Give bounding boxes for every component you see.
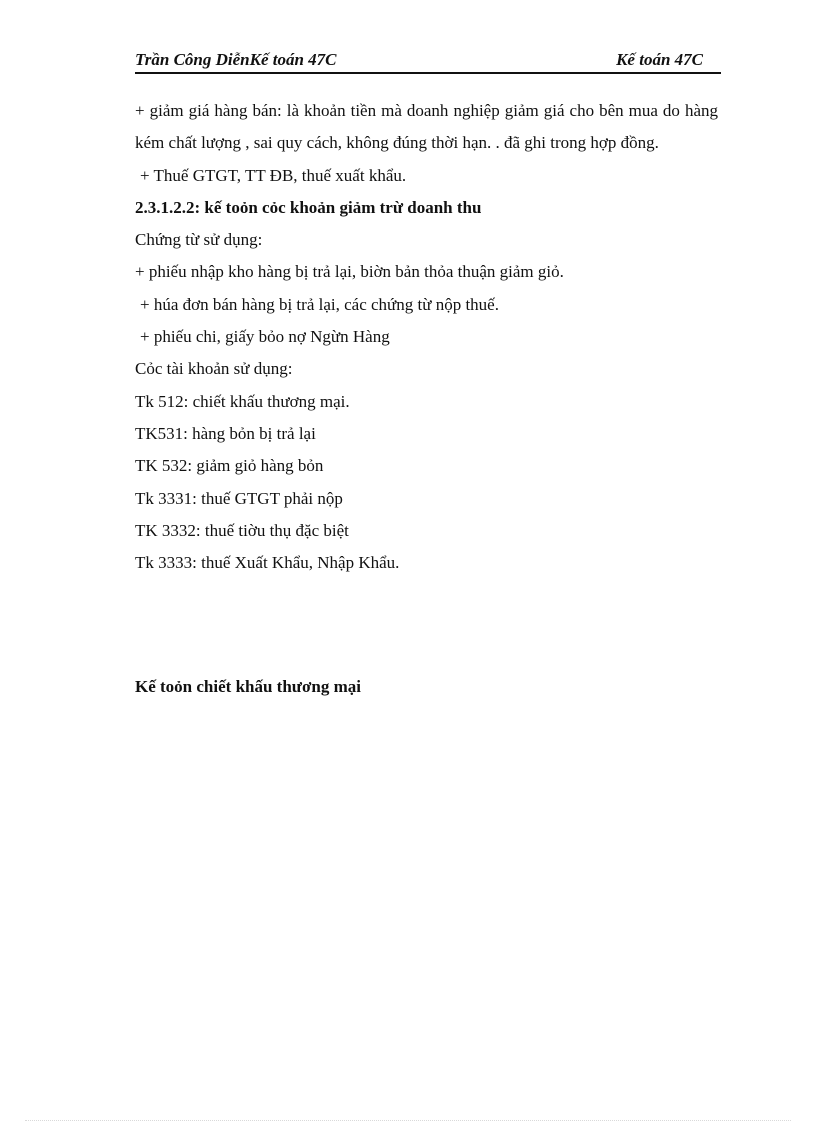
chung-tu-label: Chứng từ sử dụng: (135, 230, 263, 250)
account-item: TK 3332: thuế tiờu thụ đặc biệt (135, 520, 349, 540)
page-header (135, 48, 721, 74)
section-heading: 2.3.1.2.2: kế toỏn cỏc khoản giảm trừ doanh thu (135, 197, 482, 217)
account-item: TK531: hàng bỏn bị trả lại (135, 423, 316, 443)
chung-tu-item: + phiếu chi, giấy bỏo nợ Ngừn Hàng (140, 327, 390, 347)
line-thue: + Thuế GTGT, TT ĐB, thuế xuất khẩu. (140, 165, 407, 185)
subsection-heading: Kế toỏn chiết khấu thương mại (135, 677, 361, 696)
paragraph-giam-gia: + giảm giá hàng bán: là khoản tiền mà doanh nghiệp giảm giá cho bên mua do hàng kém chất lượng , sai quy cách, không đúng thời hạn. . đã ghi trong hợp đồng. (135, 101, 718, 153)
page-bottom-border (25, 1120, 791, 1121)
account-item: Tk 3331: thuế GTGT phải nộp (135, 488, 343, 508)
account-item: Tk 3333: thuế Xuất Khẩu, Nhập Khẩu. (135, 553, 400, 573)
tai-khoan-label: Cỏc tài khoản sử dụng: (135, 359, 293, 379)
chung-tu-item: + húa đơn bán hàng bị trả lại, các chứng từ nộp thuế. (140, 294, 499, 314)
header-right-text: Kế toán 47C (616, 50, 703, 69)
account-item: Tk 512: chiết khấu thương mại. (135, 391, 350, 411)
document-body (135, 95, 718, 579)
header-left-text: Trần Công DiễnKế toán 47C (135, 50, 337, 69)
account-item: TK 532: giảm giỏ hàng bỏn (135, 456, 324, 476)
chung-tu-item: + phiếu nhập kho hàng bị trả lại, biờn bản thỏa thuận giảm giỏ. (135, 262, 564, 282)
